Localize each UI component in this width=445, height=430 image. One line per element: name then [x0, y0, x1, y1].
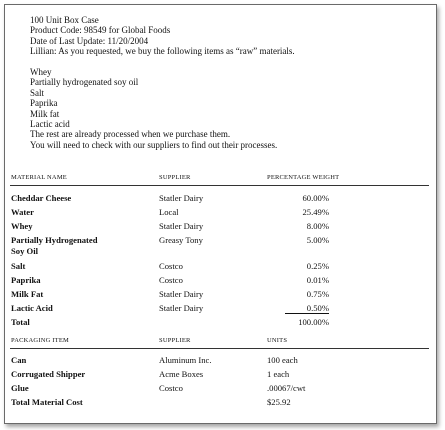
material-weight: 0.75% [306, 289, 329, 299]
header-supplier: SUPPLIER [159, 174, 191, 181]
packaging-item: Glue [11, 383, 29, 393]
header-material-name: MATERIAL NAME [11, 174, 67, 181]
material-name: Paprika [11, 275, 41, 285]
total-material-cost-label: Total Material Cost [11, 397, 83, 407]
raw-item: Lactic acid [30, 119, 70, 130]
packaging-supplier: Aluminum Inc. [159, 355, 212, 365]
raw-item: Milk fat [30, 108, 60, 119]
packaging-units: .00067/cwt [267, 383, 306, 393]
material-name: Cheddar Cheese [11, 193, 72, 203]
header-divider [10, 185, 429, 186]
header-packaging-item: PACKAGING ITEM [11, 337, 69, 344]
material-weight: 5.00% [306, 235, 329, 245]
total-label: Total [11, 317, 30, 327]
material-weight: 0.25% [306, 261, 329, 271]
note-to-lillian: Lillian: As you requested, we buy the following items as “raw” materials. [30, 46, 295, 57]
packaging-supplier: Acme Boxes [159, 369, 204, 379]
raw-item: Whey [30, 67, 52, 78]
product-title: 100 Unit Box Case [30, 15, 99, 25]
material-name: Water [11, 207, 34, 217]
intro-text [30, 15, 295, 150]
header-units: UNITS [267, 337, 288, 344]
header-packaging-supplier: SUPPLIER [159, 337, 191, 344]
material-weight: 25.49% [302, 207, 329, 217]
material-weight: 8.00% [306, 221, 329, 231]
material-supplier: Greasy Tony [159, 235, 203, 245]
material-name: Partially Hydrogenated [11, 235, 98, 245]
material-supplier: Statler Dairy [159, 303, 204, 313]
packaging-item: Can [11, 355, 27, 365]
material-weight: 60.00% [302, 193, 329, 203]
material-supplier: Local [159, 207, 179, 217]
product-code: Product Code: 98549 for Global Foods [30, 25, 171, 36]
material-supplier: Statler Dairy [159, 193, 204, 203]
material-weight: 0.01% [306, 275, 329, 285]
document-card [4, 4, 437, 424]
total-material-cost-value: $25.92 [267, 397, 291, 407]
material-weight: 0.50% [285, 303, 329, 314]
material-name: Salt [11, 261, 26, 271]
material-supplier: Costco [159, 261, 183, 271]
raw-item: Paprika [30, 98, 58, 109]
packaging-item: Corrugated Shipper [11, 369, 86, 379]
material-name: Milk Fat [11, 289, 44, 299]
packaging-supplier: Costco [159, 383, 183, 393]
packaging-units: 1 each [267, 369, 290, 379]
packaging-header-divider [10, 348, 429, 349]
raw-item: Partially hydrogenated soy oil [30, 77, 139, 88]
material-supplier: Statler Dairy [159, 289, 204, 299]
material-name-continued: Soy Oil [11, 246, 38, 256]
total-weight: 100.00% [298, 317, 329, 327]
header-percentage-weight: PERCENTAGE WEIGHT [267, 174, 340, 181]
raw-item: Salt [30, 87, 45, 98]
material-name: Whey [11, 221, 33, 231]
supplier-note: You will need to check with our suppliers to find out their processes. [30, 139, 278, 150]
packaging-units: 100 each [267, 355, 298, 365]
material-name: Lactic Acid [11, 303, 53, 313]
material-supplier: Statler Dairy [159, 221, 204, 231]
material-supplier: Costco [159, 275, 183, 285]
last-update-date: Date of Last Update: 11/20/2004 [30, 35, 149, 46]
processed-note: The rest are already processed when we purchase them. [30, 129, 231, 140]
